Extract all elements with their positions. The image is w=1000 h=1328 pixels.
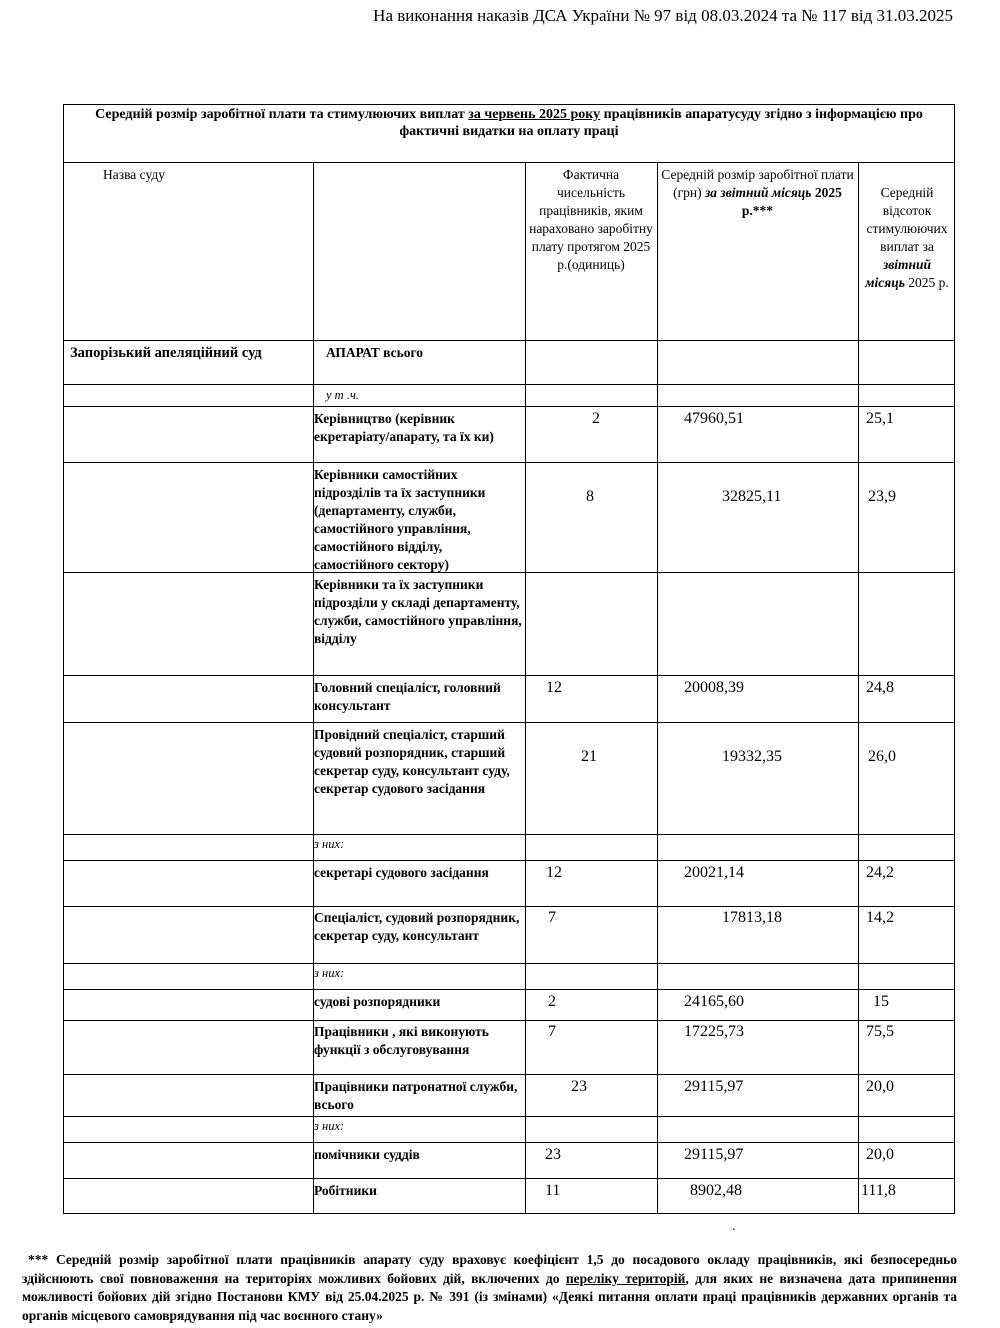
row-line (63, 462, 955, 463)
row-line (63, 406, 955, 407)
avg-salary-value: 17813,18 (722, 909, 782, 926)
report-period: за червень 2025 року (468, 107, 601, 122)
row-line (63, 1178, 955, 1179)
bonus-percent-value: 24,2 (866, 864, 894, 881)
bonus-percent-value: 24,8 (866, 679, 894, 696)
avg-salary-value: 29115,97 (684, 1146, 744, 1163)
col-header-headcount: Фактична чисельність працівників, яким нараховано заробітну плату протягом 2025 р.(одиниць) (529, 167, 653, 272)
bonus-percent-value: 20,0 (866, 1146, 894, 1163)
category-name: судові розпорядники (314, 994, 441, 1009)
top-note: На виконання наказів ДСА України № 97 від 08.03.2024 та № 117 від 31.03.2025 (373, 6, 953, 25)
footnote: *** Середній розмір заробітної плати працівників апарату суду враховує коефіцієнт 1,5 до посадового окладу працівників, які безпосередньо здійснюють свої повноваження на територіях можливих бойових дій, включених до переліку територій, для яких не визначена дата припинення можливості бойових дій згідно Постанови КМУ від 25.04.2025 р. № 391 (із змінами) «Деякі питання оплати праці працівників державних органів та органів місцевого самоврядування під час воєнного стану» (22, 1252, 957, 1323)
avg-salary-value: 29115,97 (684, 1078, 744, 1095)
row-line (63, 834, 955, 835)
avg-salary-value: 24165,60 (684, 993, 744, 1010)
table-title: Середній розмір заробітної плати та стимулюючих виплат за червень 2025 року працівників апаратусуду згідно з інформацією про фактичні видатки на оплату праці (95, 107, 923, 139)
table-border-left (63, 104, 64, 1214)
row-line (63, 1074, 955, 1075)
subgroup-label: з них: (314, 966, 345, 980)
subgroup-label: з них: (314, 837, 345, 851)
avg-salary-value: 20021,14 (684, 864, 744, 881)
avg-salary-value: 17225,73 (684, 1023, 744, 1040)
category-name: Працівники патронатної служби, всього (314, 1079, 518, 1112)
bonus-percent-value: 15 (873, 993, 889, 1010)
category-name: Робітники (314, 1183, 377, 1198)
avg-salary-value: 20008,39 (684, 679, 744, 696)
court-name: Запорізький апеляційний суд (70, 345, 262, 361)
col-divider-4 (858, 162, 859, 1214)
col-header-bonus-percent: Середній відсоток стимулюючих виплат за звітний місяць 2025 р. (865, 185, 949, 290)
table-border-bottom (63, 1213, 955, 1214)
bonus-percent-value: 75,5 (866, 1023, 894, 1040)
category-name: Працівники , які виконують функції з обслуговування (314, 1024, 489, 1057)
category-name: Головний спеціаліст, головний консультант (314, 680, 501, 713)
category-name: Керівники та їх заступники підрозділи у складі департаменту, служби, самостійного управління, відділу (314, 577, 522, 646)
row-line (63, 989, 955, 990)
stray-dot: . (732, 1219, 736, 1234)
avg-salary-value: 47960,51 (684, 410, 744, 427)
row-line (63, 906, 955, 907)
row-line (63, 1020, 955, 1021)
row-line (63, 384, 955, 385)
territories-list-link[interactable]: переліку територій (565, 1270, 686, 1286)
col-header-avg-salary: Середній розмір заробітної плати (грн) за звітний місяць 2025 р.*** (661, 167, 854, 218)
col-divider-3 (657, 162, 658, 1214)
table-border-top (63, 104, 955, 105)
headcount-value: 21 (581, 748, 597, 765)
headcount-value: 11 (545, 1182, 561, 1199)
header-divider (63, 162, 955, 163)
headcount-value: 2 (548, 993, 556, 1010)
category-name: Керівництво (керівник екретаріату/апарату, та їх ки) (314, 411, 494, 444)
row-line (63, 860, 955, 861)
bonus-percent-value: 26,0 (868, 748, 896, 765)
col-header-court-name: Назва суду (103, 167, 165, 182)
headcount-value: 23 (545, 1146, 561, 1163)
category-name: секретарі судового засідання (314, 865, 489, 880)
subgroup-label: з них: (314, 1119, 345, 1133)
headcount-value: 2 (592, 410, 600, 427)
row-line (63, 963, 955, 964)
avg-salary-value: 19332,35 (722, 748, 782, 765)
category-name: Спеціаліст, судовий розпорядник, секретар суду, консультант (314, 910, 520, 943)
row-line (63, 675, 955, 676)
staff-total-label: АПАРАТ всього (326, 345, 424, 360)
category-name: Провідний спеціаліст, старший судовий розпорядник, старший секретар суду, консультант суду, секретар судового засідання (314, 727, 510, 796)
row-line (63, 1142, 955, 1143)
bonus-percent-value: 111,8 (861, 1182, 896, 1199)
headcount-value: 8 (586, 488, 594, 505)
bonus-percent-value: 23,9 (868, 488, 896, 505)
row-line (63, 1116, 955, 1117)
category-name: помічники суддів (314, 1147, 420, 1162)
headcount-value: 7 (548, 909, 556, 926)
avg-salary-value: 32825,11 (722, 488, 782, 505)
bonus-percent-value: 25,1 (866, 410, 894, 427)
row-line (63, 340, 955, 341)
headcount-value: 12 (546, 864, 562, 881)
including-label: у т .ч. (326, 388, 360, 402)
headcount-value: 12 (546, 679, 562, 696)
headcount-value: 7 (548, 1023, 556, 1040)
bonus-percent-value: 20,0 (866, 1078, 894, 1095)
category-name: Керівники самостійних підрозділів та їх заступники (департаменту, служби, самостійного управління, самостійного відділу, самостійного сектору) (314, 467, 486, 572)
row-line (63, 722, 955, 723)
avg-salary-value: 8902,48 (690, 1182, 742, 1199)
table-border-right (954, 104, 955, 1214)
headcount-value: 23 (571, 1078, 587, 1095)
col-divider-2 (525, 162, 526, 1214)
bonus-percent-value: 14,2 (866, 909, 894, 926)
